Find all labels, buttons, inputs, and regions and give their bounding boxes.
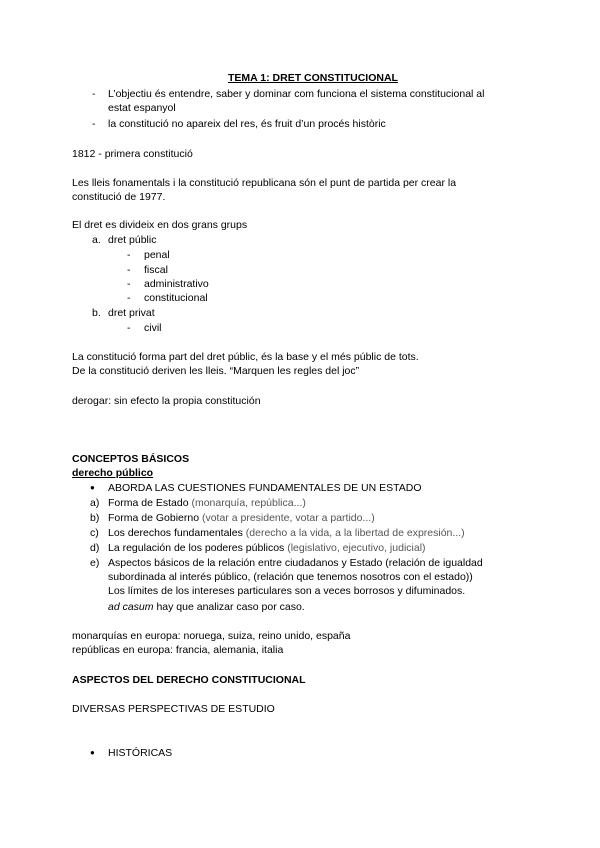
list-item-administrativo: administrativo: [144, 278, 209, 290]
list-item-forma-estado: [108, 496, 306, 510]
paragraph-republicas: repúblicas en europa: francia, alemania, italia: [72, 644, 284, 656]
list-item-poderes-publicos: [108, 541, 426, 555]
item-text: Forma de Estado: [108, 497, 189, 509]
list-item-e-line-3: Los límites de los intereses particulares son a veces borrosos y difuminados.: [108, 585, 466, 597]
paragraph-lleis-line-2: constitució de 1977.: [72, 191, 166, 203]
intro-bullet-1-line-1: L’objectiu és entendre, saber y dominar com funciona el sistema constitucional al: [108, 88, 485, 100]
list-item-forma-gobierno: [108, 511, 375, 525]
paragraph-1812: 1812 - primera constitució: [72, 148, 193, 160]
intro-bullet-1-line-2: estat espanyol: [108, 102, 176, 114]
group-label-dret-public: dret públic: [108, 234, 157, 246]
paragraph-monarquias: monarquías en europa: noruega, suiza, reino unido, españa: [72, 630, 351, 642]
paragraph-constitucio-line-2: De la constitució deriven les lleis. “Marquen les regles del joc”: [72, 365, 360, 377]
list-item-e-line-4: [108, 600, 305, 614]
item-note: (votar a presidente, votar a partido...): [201, 512, 375, 524]
bullet-dot-icon: ●: [90, 748, 95, 757]
paragraph-derogar: derogar: sin efecto la propia constitución: [72, 395, 261, 407]
latin-phrase: ad casum: [108, 601, 154, 613]
sub-marker: -: [127, 278, 131, 290]
group-label-dret-privat: dret privat: [108, 307, 155, 319]
item-note: (monarquía, república...): [191, 497, 306, 509]
list-item-fiscal: fiscal: [144, 264, 168, 276]
list-marker: a.: [92, 234, 101, 246]
item-text: Forma de Gobierno: [108, 512, 200, 524]
list-item-penal: penal: [144, 249, 170, 261]
bullet-historicas: HISTÓRICAS: [108, 747, 173, 759]
bullet-aborda: ABORDA LAS CUESTIONES FUNDAMENTALES DE UN ESTADO: [108, 482, 422, 494]
paragraph-lleis-line-1: Les lleis fonamentals i la constitució republicana són el punt de partida per crear la: [72, 177, 457, 189]
list-marker: b.: [92, 307, 101, 319]
subheading-derecho-publico: derecho público: [72, 467, 154, 479]
list-marker: b): [90, 512, 100, 524]
sub-marker: -: [127, 322, 131, 334]
bullet-marker: -: [92, 118, 96, 130]
sub-marker: -: [127, 264, 131, 276]
list-marker: c): [90, 527, 99, 539]
list-item-derechos-fundamentales: [108, 526, 465, 540]
list-item-civil: civil: [144, 322, 162, 334]
paragraph-diversas: DIVERSAS PERSPECTIVAS DE ESTUDIO: [72, 703, 275, 715]
item-note: (derecho a la vida, a la libertad de expresión...): [245, 527, 465, 539]
list-item-e-line-1: Aspectos básicos de la relación entre ciudadanos y Estado (relación de igualdad: [108, 557, 483, 569]
list-marker: e): [90, 557, 100, 569]
page-title: TEMA 1: DRET CONSTITUCIONAL: [228, 72, 398, 84]
list-item-e-line-2: subordinada al interés público, (relación que tenemos nosotros con el estado)): [108, 571, 473, 583]
paragraph-constitucio-line-1: La constitució forma part del dret públic, és la base y el més públic de tots.: [72, 351, 419, 363]
section-heading-conceptos: CONCEPTOS BÁSICOS: [72, 453, 190, 465]
item-text: hay que analizar caso por caso.: [153, 601, 305, 613]
list-marker: d): [90, 542, 100, 554]
section-heading-aspectos: ASPECTOS DEL DERECHO CONSTITUCIONAL: [72, 674, 306, 686]
list-item-constitucional: constitucional: [144, 292, 208, 304]
paragraph-dret-divideix: El dret es divideix en dos grans grups: [72, 219, 248, 231]
intro-bullet-2: la constitució no apareix del res, és fruit d’un procés històric: [108, 118, 386, 130]
list-marker: a): [90, 497, 100, 509]
bullet-dot-icon: ●: [90, 483, 95, 492]
item-note: (legislativo, ejecutivo, judicial): [287, 542, 426, 554]
bullet-marker: -: [92, 88, 96, 100]
sub-marker: -: [127, 292, 131, 304]
item-text: La regulación de los poderes públicos: [108, 542, 285, 554]
sub-marker: -: [127, 249, 131, 261]
item-text: Los derechos fundamentales: [108, 527, 243, 539]
